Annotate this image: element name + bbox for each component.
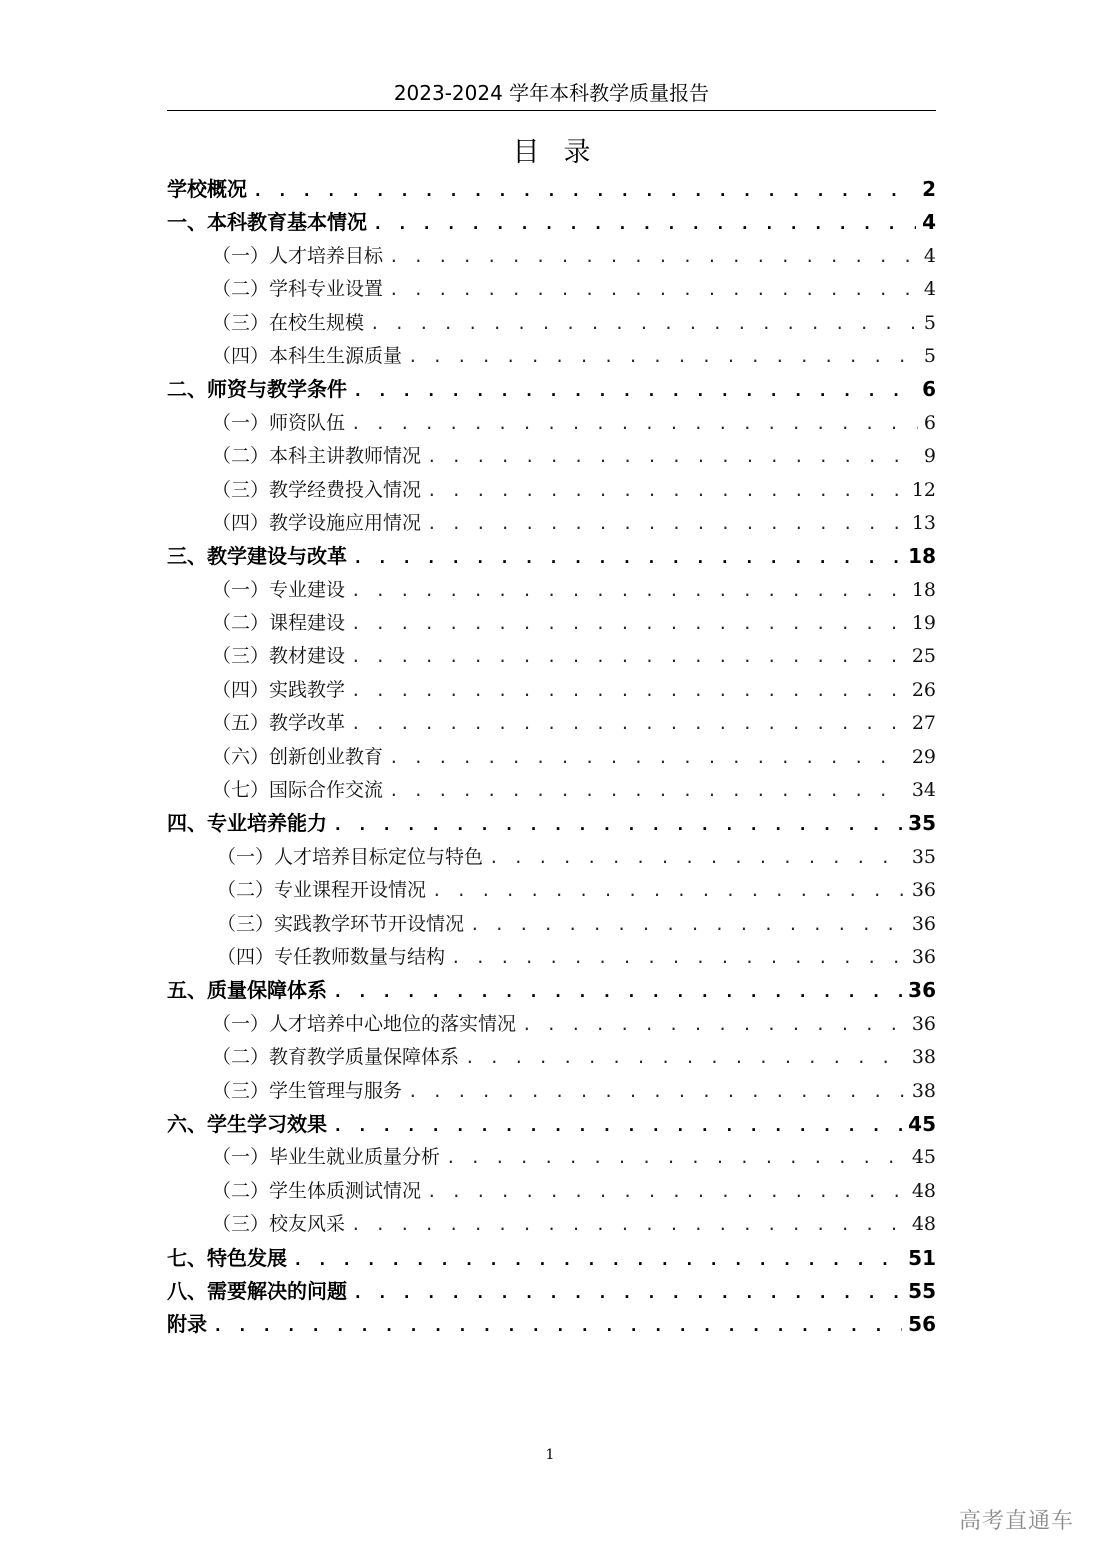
toc-subsection-entry[interactable]	[167, 741, 936, 774]
dot-leader	[465, 1041, 906, 1074]
toc-subsection-entry[interactable]	[167, 1075, 936, 1108]
dot-leader	[451, 941, 906, 974]
toc-subsection-entry[interactable]	[167, 273, 936, 306]
toc-subsection-entry[interactable]	[167, 474, 936, 507]
dot-leader	[408, 1075, 906, 1108]
toc-entry-page-number: 27	[911, 712, 936, 735]
toc-subsection-entry[interactable]	[167, 774, 936, 807]
toc-entry-label: （二）本科主讲教师情况	[212, 445, 422, 468]
toc-entry-page-number: 45	[908, 1111, 936, 1136]
toc-subsection-entry[interactable]	[167, 1041, 936, 1074]
toc-entry-label: （二）专业课程开设情况	[217, 879, 427, 902]
toc-entry-label: （四）专任教师数量与结构	[217, 945, 446, 968]
toc-subsection-entry[interactable]	[167, 707, 936, 740]
dot-leader	[353, 374, 916, 407]
toc-entry-label: （五）教学改革	[212, 712, 346, 735]
toc-entry-label: （一）专业建设	[212, 578, 346, 601]
toc-entry-label: （二）教育教学质量保障体系	[212, 1046, 460, 1069]
toc-entry-label: 四、专业培养能力	[167, 811, 327, 836]
toc-subsection-entry[interactable]	[167, 507, 936, 540]
toc-subsection-entry[interactable]	[167, 440, 936, 473]
toc-entry-label: （三）实践教学环节开设情况	[217, 912, 465, 935]
toc-subsection-entry[interactable]	[167, 574, 936, 607]
dot-leader	[470, 908, 906, 941]
toc-entry-label: 一、本科教育基本情况	[167, 210, 367, 235]
dot-leader	[351, 674, 906, 707]
dot-leader	[408, 340, 918, 373]
page-number: 1	[545, 1447, 555, 1463]
toc-entry-label: （四）本科生生源质量	[212, 344, 403, 367]
toc-subsection-entry[interactable]	[167, 841, 936, 874]
toc-entry-label: （三）教学经费投入情况	[212, 478, 422, 501]
toc-entry-page-number: 4	[923, 244, 936, 267]
toc-entry-label: （四）实践教学	[212, 678, 346, 701]
table-of-contents	[167, 173, 936, 1342]
toc-section-entry[interactable]	[167, 807, 936, 840]
dot-leader	[351, 640, 906, 673]
dot-leader	[427, 1175, 906, 1208]
dot-leader	[373, 207, 916, 240]
toc-subsection-entry[interactable]	[167, 1175, 936, 1208]
toc-entry-label: 附录	[167, 1312, 207, 1337]
toc-entry-label: 学校概况	[167, 177, 247, 201]
toc-entry-page-number: 26	[911, 678, 936, 701]
toc-entry-label: 七、特色发展	[167, 1245, 287, 1270]
dot-leader	[353, 541, 902, 574]
toc-entry-page-number: 18	[908, 544, 936, 569]
toc-entry-page-number: 36	[908, 978, 936, 1003]
toc-entry-label: （一）毕业生就业质量分析	[212, 1146, 441, 1169]
toc-entry-label: （三）教材建设	[212, 645, 346, 668]
toc-entry-label: （三）校友风采	[212, 1213, 346, 1236]
toc-section-entry[interactable]	[167, 540, 936, 573]
dot-leader	[389, 774, 906, 807]
toc-entry-page-number: 56	[908, 1312, 936, 1337]
toc-entry-label: （二）课程建设	[212, 612, 346, 635]
report-header: 2023-2024 学年本科教学质量报告	[393, 81, 710, 105]
toc-entry-label: （二）学生体质测试情况	[212, 1179, 422, 1202]
toc-entry-label: 六、学生学习效果	[167, 1111, 327, 1136]
toc-entry-page-number: 5	[923, 344, 936, 367]
toc-entry-label: 五、质量保障体系	[167, 978, 327, 1003]
toc-title: 目录	[512, 137, 615, 168]
toc-entry-page-number: 36	[911, 879, 936, 902]
toc-entry-page-number: 38	[911, 1046, 936, 1069]
toc-subsection-entry[interactable]	[167, 307, 936, 340]
dot-leader	[333, 808, 902, 841]
toc-entry-page-number: 2	[922, 177, 936, 201]
toc-entry-page-number: 35	[908, 811, 936, 836]
dot-leader	[427, 474, 906, 507]
dot-leader	[353, 1276, 902, 1309]
toc-entry-label: 二、师资与教学条件	[167, 377, 347, 402]
toc-entry-page-number: 19	[911, 612, 936, 635]
toc-entry-page-number: 35	[911, 845, 936, 868]
toc-section-entry[interactable]	[167, 173, 936, 206]
toc-entry-label: （七）国际合作交流	[212, 779, 384, 802]
toc-entry-label: （二）学科专业设置	[212, 278, 384, 301]
header-divider	[167, 110, 936, 111]
dot-leader	[389, 741, 906, 774]
dot-leader	[351, 707, 906, 740]
toc-entry-page-number: 48	[911, 1179, 936, 1202]
toc-entry-page-number: 29	[911, 745, 936, 768]
dot-leader	[333, 975, 902, 1008]
dot-leader	[522, 1008, 906, 1041]
toc-entry-page-number: 13	[911, 511, 936, 534]
dot-leader	[213, 1309, 902, 1342]
toc-entry-page-number: 36	[911, 912, 936, 935]
toc-entry-page-number: 6	[922, 377, 936, 402]
dot-leader	[351, 1208, 906, 1241]
toc-subsection-entry[interactable]	[167, 240, 936, 273]
dot-leader	[427, 507, 906, 540]
toc-entry-page-number: 6	[923, 411, 936, 434]
toc-entry-label: 八、需要解决的问题	[167, 1278, 347, 1303]
dot-leader	[293, 1243, 902, 1276]
toc-entry-page-number: 5	[923, 311, 936, 334]
toc-subsection-entry[interactable]	[167, 407, 936, 440]
toc-entry-page-number: 45	[911, 1146, 936, 1169]
watermark-logo-text: 高考直通车	[958, 1509, 1074, 1534]
dot-leader	[489, 841, 906, 874]
dot-leader	[370, 307, 918, 340]
toc-entry-label: （三）在校生规模	[212, 311, 365, 334]
toc-entry-page-number: 12	[911, 478, 936, 501]
toc-entry-page-number: 48	[911, 1213, 936, 1236]
toc-subsection-entry[interactable]	[167, 607, 936, 640]
toc-subsection-entry[interactable]	[167, 908, 936, 941]
dot-leader	[351, 574, 906, 607]
toc-subsection-entry[interactable]	[167, 1008, 936, 1041]
toc-subsection-entry[interactable]	[167, 1208, 936, 1241]
toc-section-entry[interactable]	[167, 974, 936, 1007]
toc-entry-label: （一）人才培养目标	[212, 244, 384, 267]
toc-entry-page-number: 18	[911, 578, 936, 601]
toc-entry-label: （四）教学设施应用情况	[212, 511, 422, 534]
toc-entry-label: （六）创新创业教育	[212, 745, 384, 768]
toc-entry-label: 三、教学建设与改革	[167, 544, 347, 569]
toc-entry-page-number: 36	[911, 945, 936, 968]
toc-entry-page-number: 4	[923, 278, 936, 301]
toc-subsection-entry[interactable]	[167, 1141, 936, 1174]
toc-section-entry[interactable]	[167, 206, 936, 239]
toc-subsection-entry[interactable]	[167, 340, 936, 373]
toc-entry-label: （一）人才培养中心地位的落实情况	[212, 1012, 517, 1035]
toc-entry-page-number: 51	[908, 1245, 936, 1270]
toc-entry-label: （一）人才培养目标定位与特色	[217, 845, 484, 868]
toc-entry-label: （一）师资队伍	[212, 411, 346, 434]
toc-subsection-entry[interactable]	[167, 874, 936, 907]
toc-section-entry[interactable]	[167, 373, 936, 406]
toc-entry-page-number: 38	[911, 1079, 936, 1102]
dot-leader	[432, 874, 906, 907]
dot-leader	[389, 240, 918, 273]
toc-section-entry[interactable]	[167, 1275, 936, 1308]
toc-section-entry[interactable]	[167, 1242, 936, 1275]
dot-leader	[427, 440, 918, 473]
dot-leader	[446, 1141, 906, 1174]
dot-leader	[351, 407, 918, 440]
toc-subsection-entry[interactable]	[167, 941, 936, 974]
dot-leader	[333, 1109, 902, 1142]
dot-leader	[389, 273, 918, 306]
toc-section-entry[interactable]	[167, 1108, 936, 1141]
toc-entry-label: （三）学生管理与服务	[212, 1079, 403, 1102]
toc-entry-page-number: 4	[922, 210, 936, 235]
toc-entry-page-number: 36	[911, 1012, 936, 1035]
toc-entry-page-number: 34	[911, 779, 936, 802]
toc-subsection-entry[interactable]	[167, 640, 936, 673]
toc-subsection-entry[interactable]	[167, 674, 936, 707]
toc-entry-page-number: 9	[923, 445, 936, 468]
dot-leader	[253, 174, 916, 207]
toc-entry-page-number: 55	[908, 1278, 936, 1303]
toc-entry-page-number: 25	[911, 645, 936, 668]
toc-section-entry[interactable]	[167, 1308, 936, 1341]
dot-leader	[351, 607, 906, 640]
